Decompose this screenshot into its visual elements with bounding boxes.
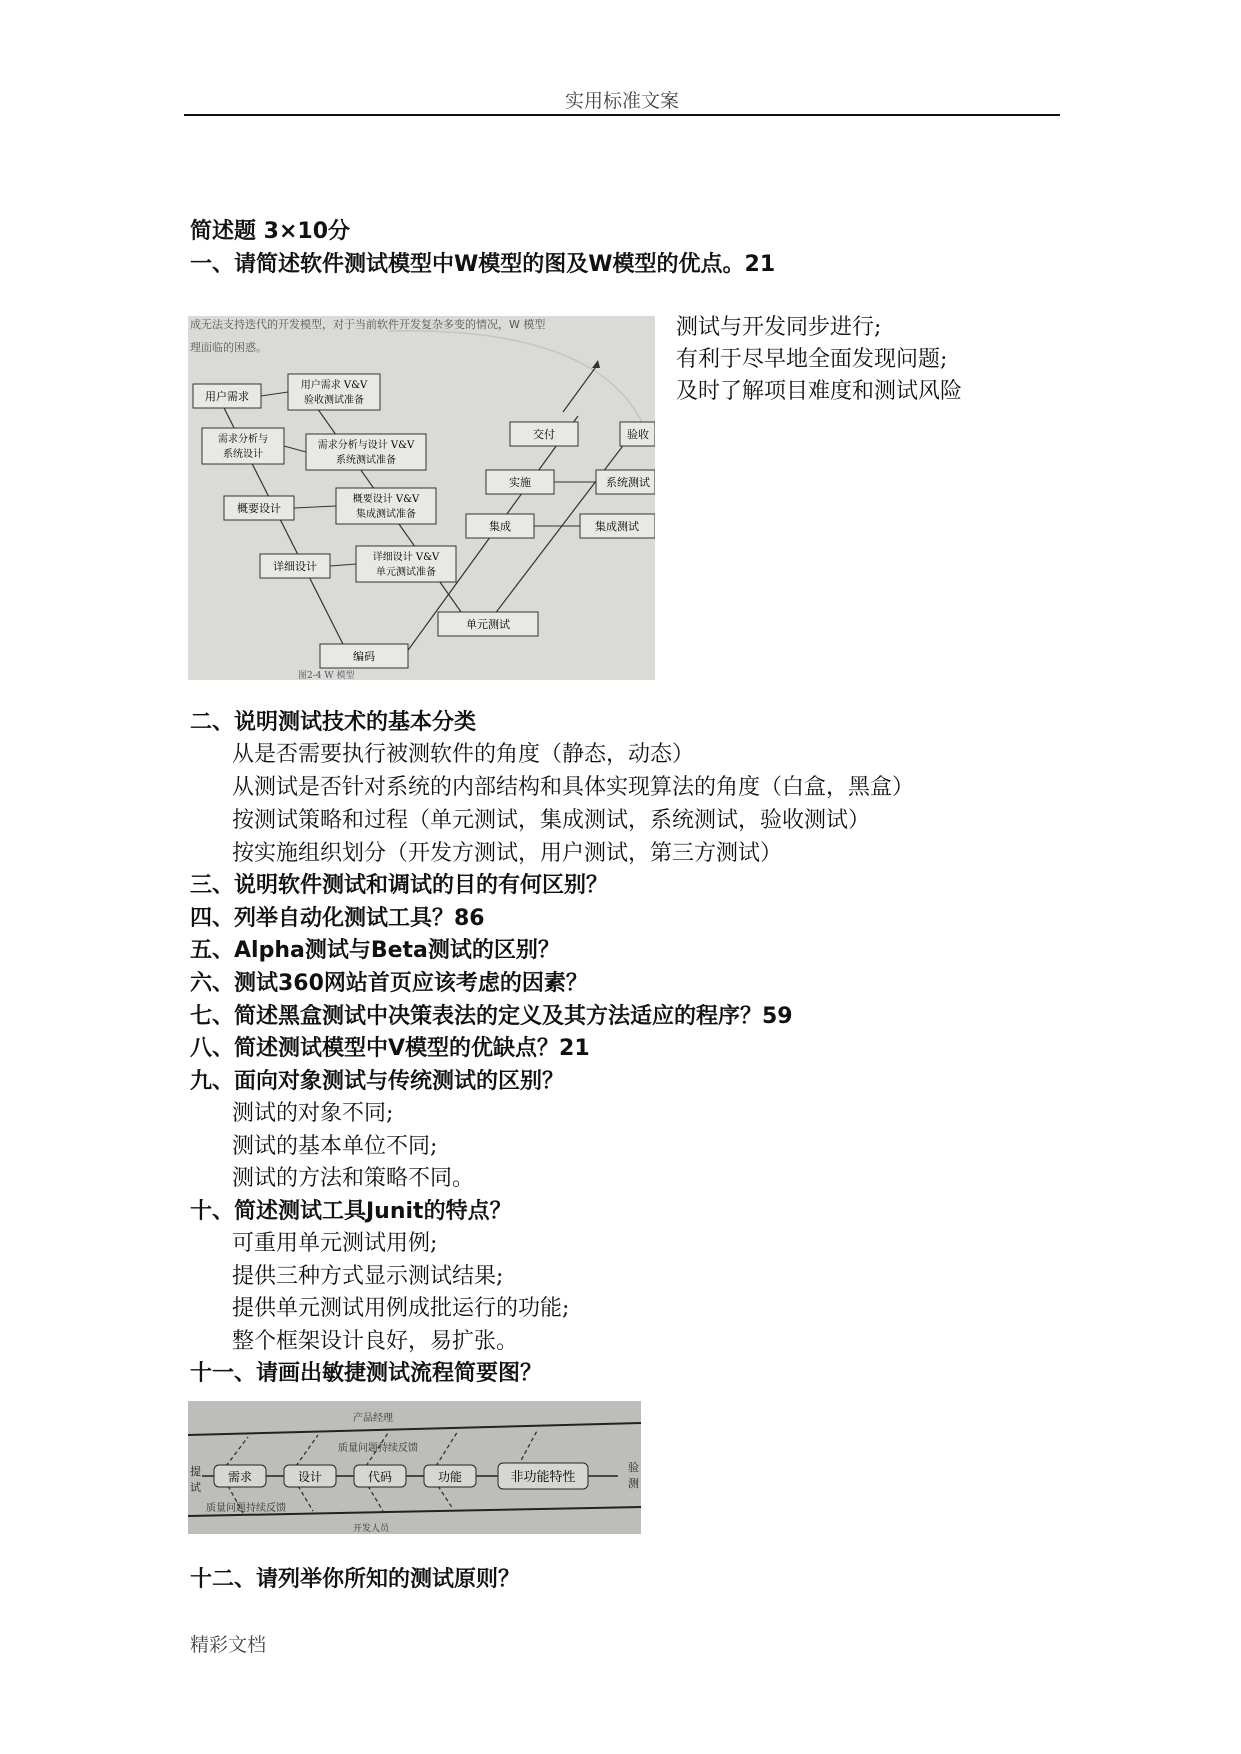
- page-footer: 精彩文档: [190, 1634, 267, 1656]
- q2-item-2: 从测试是否针对系统的内部结构和具体实现算法的角度（白盒，黑盒）: [232, 775, 915, 800]
- agile-stage-requirements: [214, 1465, 266, 1487]
- svg-text:验: 验: [628, 1461, 639, 1474]
- test-box-integration-prep: [336, 488, 436, 524]
- svg-text:单元测试: 单元测试: [466, 618, 510, 631]
- svg-text:详细设计: 详细设计: [273, 560, 317, 573]
- svg-text:系统测试: 系统测试: [606, 476, 650, 489]
- agile-stage-functional: [424, 1465, 476, 1487]
- svg-text:需求: 需求: [227, 1470, 253, 1484]
- test-box-system-prep: [306, 434, 426, 470]
- q2-item-1: 从是否需要执行被测软件的角度（静态，动态）: [232, 742, 695, 767]
- agile-test-figure: [188, 1401, 641, 1534]
- header-rule: [184, 114, 1060, 116]
- page-header: 实用标准文案: [564, 90, 679, 112]
- question-9-title: 九、面向对象测试与传统测试的区别？: [190, 1069, 565, 1094]
- figure-top-text-2: 理面临的困惑。: [190, 341, 267, 354]
- agile-stage-nonfunctional: [498, 1463, 588, 1489]
- svg-text:需求分析与设计 V&V: 需求分析与设计 V&V: [317, 440, 415, 451]
- svg-text:验收: 验收: [627, 428, 649, 441]
- svg-text:用户需求: 用户需求: [205, 390, 249, 403]
- question-5: 五、Alpha测试与Beta测试的区别？: [190, 938, 560, 963]
- svg-text:功能: 功能: [437, 1470, 463, 1484]
- question-8: 八、简述测试模型中V模型的优缺点？21: [190, 1036, 590, 1061]
- q9-item-1: 测试的对象不同;: [232, 1101, 394, 1126]
- question-6: 六、测试360网站首页应该考虑的因素？: [190, 971, 588, 996]
- q1-point-1: 测试与开发同步进行;: [676, 315, 882, 340]
- agile-feedback-bottom: 质量问题持续反馈: [206, 1503, 286, 1514]
- question-4: 四、列举自动化测试工具？86: [190, 906, 485, 931]
- q10-item-4: 整个框架设计良好，易扩张。: [232, 1329, 519, 1354]
- test-box-integration-test: [580, 514, 655, 538]
- q2-item-4: 按实施组织划分（开发方测试，用户测试，第三方测试）: [232, 841, 783, 866]
- svg-text:实施: 实施: [509, 476, 531, 489]
- question-3: 三、说明软件测试和调试的目的有何区别？: [190, 873, 609, 898]
- agile-top-label: 产品经理: [353, 1413, 393, 1424]
- dev-box-overview-design: [224, 496, 294, 520]
- svg-text:用户需求 V&V: 用户需求 V&V: [300, 380, 368, 391]
- svg-text:单元测试准备: 单元测试准备: [376, 567, 436, 578]
- figure-caption: 图2-4 W 模型: [298, 671, 355, 680]
- question-12: 十二、请列举你所知的测试原则？: [190, 1567, 521, 1592]
- w-model-diagram: [188, 316, 655, 680]
- q1-point-3: 及时了解项目难度和测试风险: [676, 379, 963, 404]
- svg-text:代码: 代码: [367, 1470, 393, 1484]
- question-7: 七、简述黑盒测试中决策表法的定义及其方法适应的程序？59: [190, 1004, 793, 1029]
- test-box-acceptance-prep: [288, 374, 380, 410]
- svg-text:非功能特性: 非功能特性: [510, 1470, 576, 1485]
- question-2-title: 二、说明测试技术的基本分类: [190, 710, 477, 735]
- agile-stage-design: [284, 1465, 336, 1487]
- dev-box-detail-design: [260, 554, 330, 578]
- dev-box-req-analysis: [202, 428, 284, 464]
- question-11-title: 十一、请画出敏捷测试流程简要图？: [190, 1361, 543, 1386]
- svg-text:系统设计: 系统设计: [223, 449, 263, 460]
- svg-text:集成测试: 集成测试: [595, 520, 639, 533]
- test-box-unit-test: [438, 612, 538, 636]
- question-10-title: 十、简述测试工具Junit的特点？: [190, 1199, 512, 1224]
- q10-item-3: 提供单元测试用例成批运行的功能;: [232, 1296, 570, 1321]
- agile-stage-code: [354, 1465, 406, 1487]
- dev-box-deploy: [486, 470, 554, 494]
- figure-top-text-1: 成无法支持迭代的开发模型，对于当前软件开发复杂多变的情况，W 模型: [190, 318, 546, 331]
- q10-item-2: 提供三种方式显示测试结果;: [232, 1264, 504, 1289]
- section-title: 简述题 3×10分: [190, 219, 351, 244]
- svg-text:详细设计 V&V: 详细设计 V&V: [372, 552, 440, 563]
- svg-text:集成测试准备: 集成测试准备: [356, 509, 416, 520]
- svg-text:概要设计 V&V: 概要设计 V&V: [352, 494, 420, 505]
- agile-test-diagram: [188, 1401, 641, 1534]
- svg-text:设计: 设计: [297, 1470, 323, 1484]
- svg-text:试: 试: [190, 1481, 201, 1494]
- svg-text:验收测试准备: 验收测试准备: [304, 395, 364, 406]
- svg-text:提: 提: [190, 1465, 201, 1478]
- dev-box-delivery: [510, 422, 578, 446]
- svg-text:测: 测: [628, 1477, 639, 1490]
- q9-item-2: 测试的基本单位不同;: [232, 1134, 438, 1159]
- test-box-acceptance: [620, 422, 655, 446]
- dev-box-user-req: [193, 384, 261, 408]
- test-box-system-test: [596, 470, 655, 494]
- test-box-unit-prep: [356, 546, 456, 582]
- question-1-title: 一、请简述软件测试模型中W模型的图及W模型的优点。21: [190, 252, 776, 277]
- dev-box-integration: [466, 514, 534, 538]
- q1-point-2: 有利于尽早地全面发现问题;: [676, 347, 948, 372]
- svg-text:概要设计: 概要设计: [237, 502, 281, 515]
- svg-text:集成: 集成: [489, 520, 511, 533]
- w-model-figure: [188, 316, 655, 680]
- dev-box-coding: [320, 644, 408, 668]
- agile-bottom-label: 开发人员: [353, 1524, 390, 1534]
- svg-text:编码: 编码: [353, 650, 375, 663]
- q10-item-1: 可重用单元测试用例;: [232, 1231, 438, 1256]
- svg-text:系统测试准备: 系统测试准备: [336, 455, 396, 466]
- svg-text:交付: 交付: [533, 428, 555, 441]
- svg-text:需求分析与: 需求分析与: [218, 434, 268, 445]
- q9-item-3: 测试的方法和策略不同。: [232, 1166, 475, 1191]
- agile-feedback-top: 质量问题持续反馈: [338, 1443, 418, 1454]
- q2-item-3: 按测试策略和过程（单元测试，集成测试，系统测试，验收测试）: [232, 808, 871, 833]
